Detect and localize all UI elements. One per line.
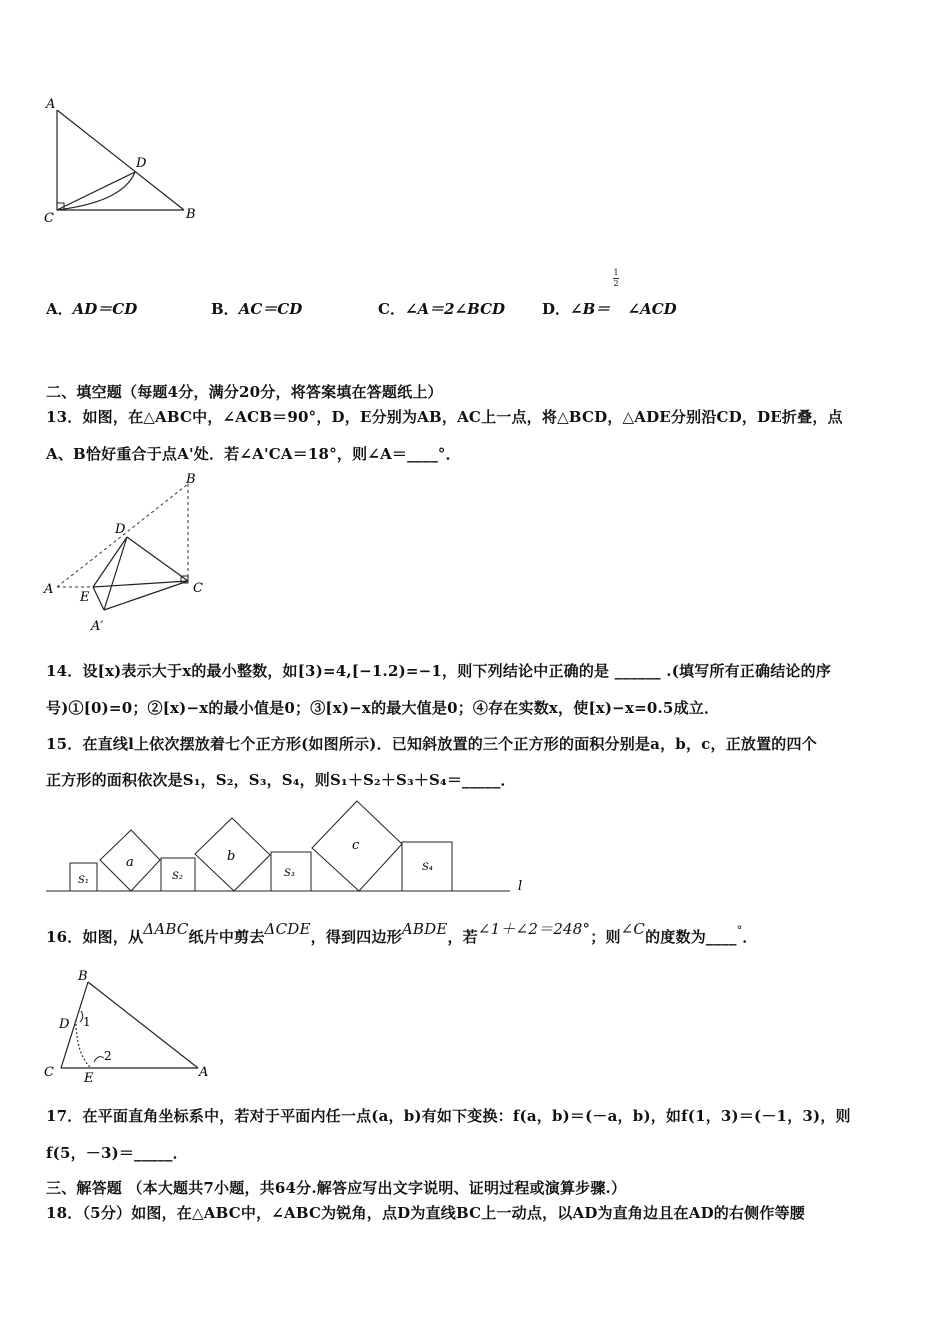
fig16-label-b: B: [78, 969, 88, 984]
q17-line2: f(5，－3)＝_____．: [46, 1144, 188, 1162]
fig13-label-e: E: [80, 590, 90, 605]
fig15-label-s1: S₁: [78, 875, 89, 886]
fig16-label-c: C: [44, 1065, 54, 1080]
section3-header: 三、解答题 （本大题共7小题，共64分.解答应写出文字说明、证明过程或演算步骤.）: [46, 1179, 627, 1197]
q14-line2: 号)①[0)=0；②[x)−x的最小值是0；③[x)−x的最大值是0；④存在实数x，使[x)−x=0.5成立．: [46, 699, 720, 717]
q15-figure: [38, 798, 538, 898]
q13-figure: [38, 470, 218, 635]
fig15-label-a: a: [126, 855, 134, 870]
fig15-label-s4: S₄: [422, 862, 433, 873]
q14-line1: 14．设[x)表示大于x的最小整数，如[3)=4,[−1.2)=−1，则下列结论中正确的是 ______ .(填写所有正确结论的序: [46, 662, 832, 680]
fig16-label-1: 1: [83, 1015, 91, 1029]
q16-figure: [38, 962, 218, 1082]
q12-option-b: B．AC＝CD: [211, 300, 303, 318]
q12-option-a: A．AD＝CD: [46, 300, 138, 318]
fig13-label-a-prime: A′: [91, 619, 104, 634]
q17-line1: 17．在平面直角坐标系中，若对于平面内任一点(a，b)有如下变换：f(a，b)＝(－a，b)，如f(1，3)＝(－1，3)，则: [46, 1107, 851, 1125]
fig16-label-e: E: [84, 1071, 94, 1082]
q18-line1: 18．（5分）如图，在△ABC中，∠ABC为锐角，点D为直线BC上一动点，以AD为直角边且在AD的右侧作等腰: [46, 1204, 805, 1222]
q15-line2: 正方形的面积依次是S₁，S₂，S₃，S₄，则S₁＋S₂＋S₃＋S₄＝_____．: [46, 771, 516, 789]
fig16-label-2: 2: [104, 1049, 112, 1063]
fig15-label-c: c: [352, 838, 360, 853]
q12-option-c: C．∠A＝2∠BCD: [378, 300, 506, 318]
fig13-label-b: B: [186, 472, 196, 487]
q13-line1: 13．如图，在△ABC中，∠ACB＝90°，D，E分别为AB，AC上一点，将△BCD，△ADE分别沿CD，DE折叠，点: [46, 408, 843, 426]
fig12-label-d: D: [136, 156, 147, 171]
q15-line1: 15．在直线l上依次摆放着七个正方形(如图所示)．已知斜放置的三个正方形的面积分别是a，b，c，正放置的四个: [46, 735, 817, 753]
fig16-label-a: A: [199, 1065, 209, 1080]
fig15-label-b: b: [227, 849, 236, 864]
fig13-label-a: A: [44, 582, 54, 597]
q12-figure: [38, 92, 208, 232]
q16-line: 16．如图，从ΔABC纸片中剪去ΔCDE，得到四边形ABDE，若∠1＋∠2＝248°；则∠C的度数为____°．: [46, 920, 758, 946]
q12-option-d: D．∠B＝ ∠ACD: [542, 300, 677, 318]
section2-header: 二、填空题（每题4分，满分20分，将答案填在答题纸上）: [46, 383, 443, 401]
fig15-label-l: l: [518, 879, 523, 894]
fig15-label-s3: S₃: [284, 868, 295, 879]
fig13-label-d: D: [115, 522, 126, 537]
fig12-label-a: A: [46, 97, 56, 112]
q13-line2: A、B恰好重合于点A'处．若∠A'CA＝18°，则∠A＝____°．: [46, 445, 461, 463]
fig16-label-d: D: [59, 1017, 70, 1032]
fig12-label-b: B: [186, 207, 196, 222]
fig13-label-c: C: [193, 581, 203, 596]
fig15-label-s2: S₂: [172, 871, 183, 882]
fig12-label-c: C: [44, 211, 54, 226]
q12-option-d-fraction: 1 2: [613, 268, 619, 288]
